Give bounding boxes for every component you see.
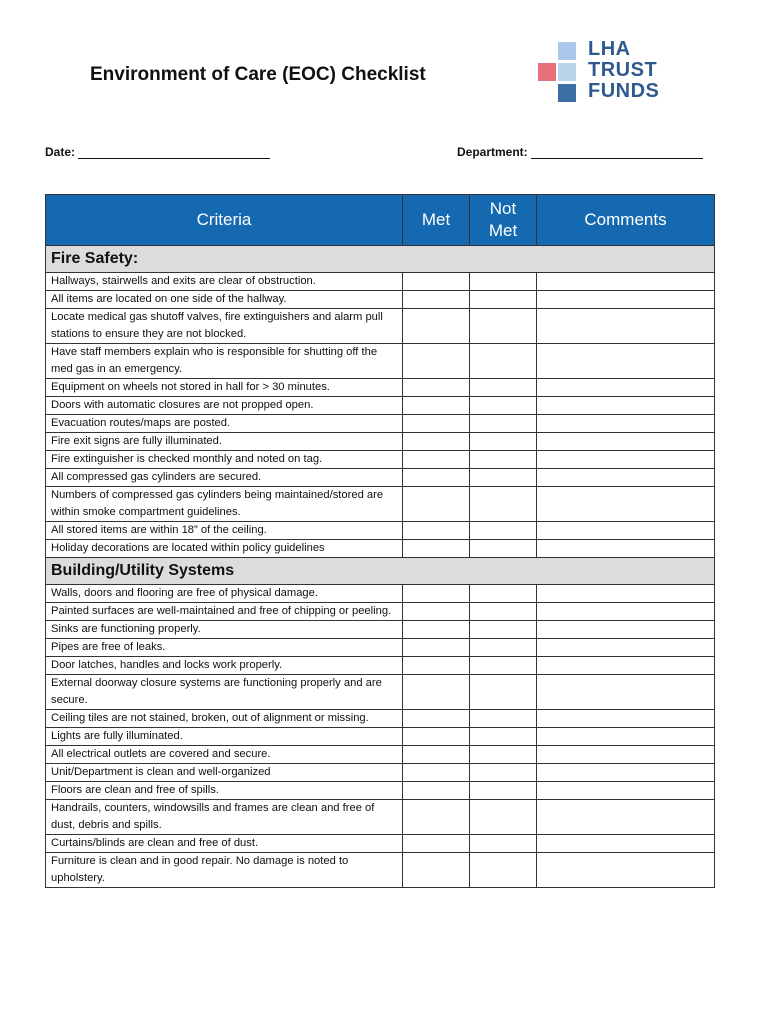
comments-cell[interactable]: [537, 800, 715, 835]
table-row: [46, 397, 715, 415]
not-met-cell[interactable]: [470, 782, 537, 800]
met-cell[interactable]: [403, 800, 470, 835]
not-met-cell[interactable]: [470, 540, 537, 558]
table-row: [46, 433, 715, 451]
criteria-column-header: Criteria: [46, 195, 403, 246]
criteria-cell: All items are located on one side of the hallway.: [46, 291, 403, 309]
table-row: [46, 782, 715, 800]
table-row: [46, 621, 715, 639]
comments-cell[interactable]: [537, 585, 715, 603]
not-met-cell[interactable]: [470, 397, 537, 415]
met-cell[interactable]: [403, 344, 470, 379]
comments-cell[interactable]: [537, 657, 715, 675]
table-row: [46, 273, 715, 291]
criteria-cell: Walls, doors and flooring are free of physical damage.: [46, 585, 403, 603]
comments-cell[interactable]: [537, 746, 715, 764]
not-met-cell[interactable]: [470, 415, 537, 433]
met-cell[interactable]: [403, 273, 470, 291]
met-cell[interactable]: [403, 639, 470, 657]
criteria-cell: Painted surfaces are well-maintained and free of chipping or peeling.: [46, 603, 403, 621]
table-row: [46, 585, 715, 603]
section-title: Fire Safety:: [46, 246, 715, 273]
comments-cell[interactable]: [537, 273, 715, 291]
criteria-cell: Fire exit signs are fully illuminated.: [46, 433, 403, 451]
met-cell[interactable]: [403, 675, 470, 710]
table-row: [46, 639, 715, 657]
table-row: [46, 710, 715, 728]
met-cell[interactable]: [403, 433, 470, 451]
criteria-cell: Equipment on wheels not stored in hall for > 30 minutes.: [46, 379, 403, 397]
not-met-cell[interactable]: [470, 309, 537, 344]
date-field[interactable]: [45, 145, 270, 159]
table-row: [46, 728, 715, 746]
department-field[interactable]: [457, 145, 703, 159]
met-cell[interactable]: [403, 379, 470, 397]
comments-cell[interactable]: [537, 782, 715, 800]
criteria-cell: Door latches, handles and locks work properly.: [46, 657, 403, 675]
section-header-row: [46, 246, 715, 273]
met-cell[interactable]: [403, 782, 470, 800]
criteria-cell: Lights are fully illuminated.: [46, 728, 403, 746]
comments-cell[interactable]: [537, 522, 715, 540]
criteria-cell: All electrical outlets are covered and secure.: [46, 746, 403, 764]
table-row: [46, 603, 715, 621]
met-cell[interactable]: [403, 728, 470, 746]
met-cell[interactable]: [403, 469, 470, 487]
table-row: [46, 853, 715, 888]
comments-cell[interactable]: [537, 540, 715, 558]
criteria-cell: Unit/Department is clean and well-organized: [46, 764, 403, 782]
not-met-cell[interactable]: [470, 800, 537, 835]
table-row: [46, 800, 715, 835]
comments-cell[interactable]: [537, 415, 715, 433]
met-cell[interactable]: [403, 603, 470, 621]
logo-square-icon: [538, 63, 556, 81]
comments-column-header: Comments: [537, 195, 715, 246]
page-title: Environment of Care (EOC) Checklist: [90, 64, 426, 85]
criteria-cell: Pipes are free of leaks.: [46, 639, 403, 657]
criteria-cell: Sinks are functioning properly.: [46, 621, 403, 639]
table-row: [46, 379, 715, 397]
comments-cell[interactable]: [537, 397, 715, 415]
criteria-cell: Curtains/blinds are clean and free of dust.: [46, 835, 403, 853]
comments-cell[interactable]: [537, 433, 715, 451]
table-row: [46, 675, 715, 710]
met-cell[interactable]: [403, 764, 470, 782]
met-cell[interactable]: [403, 853, 470, 888]
comments-cell[interactable]: [537, 603, 715, 621]
table-row: [46, 469, 715, 487]
comments-cell[interactable]: [537, 469, 715, 487]
met-column-header: Met: [403, 195, 470, 246]
comments-cell[interactable]: [537, 621, 715, 639]
not-met-cell[interactable]: [470, 344, 537, 379]
date-label: Date:: [45, 145, 76, 159]
criteria-cell: Have staff members explain who is responsible for shutting off the med gas in an emergency.: [46, 344, 403, 379]
met-cell[interactable]: [403, 397, 470, 415]
criteria-cell: External doorway closure systems are functioning properly and are secure.: [46, 675, 403, 710]
comments-cell[interactable]: [537, 728, 715, 746]
criteria-cell: Floors are clean and free of spills.: [46, 782, 403, 800]
not-met-cell[interactable]: [470, 657, 537, 675]
not-met-cell[interactable]: [470, 469, 537, 487]
logo-text: [588, 39, 659, 102]
comments-cell[interactable]: [537, 675, 715, 710]
comments-cell[interactable]: [537, 487, 715, 522]
criteria-cell: Locate medical gas shutoff valves, fire extinguishers and alarm pull stations to ensure they are not blocked.: [46, 309, 403, 344]
comments-cell[interactable]: [537, 764, 715, 782]
not-met-cell[interactable]: [470, 451, 537, 469]
not-met-cell[interactable]: [470, 746, 537, 764]
department-label: Department:: [457, 145, 528, 159]
met-cell[interactable]: [403, 415, 470, 433]
not-met-cell[interactable]: [470, 291, 537, 309]
comments-cell[interactable]: [537, 639, 715, 657]
criteria-cell: Handrails, counters, windowsills and frames are clean and free of dust, debris and spills.: [46, 800, 403, 835]
table-row: [46, 344, 715, 379]
criteria-cell: Fire extinguisher is checked monthly and noted on tag.: [46, 451, 403, 469]
met-cell[interactable]: [403, 309, 470, 344]
not-met-cell[interactable]: [470, 639, 537, 657]
comments-cell[interactable]: [537, 379, 715, 397]
not-met-cell[interactable]: [470, 487, 537, 522]
criteria-cell: All stored items are within 18” of the ceiling.: [46, 522, 403, 540]
comments-cell[interactable]: [537, 853, 715, 888]
comments-cell[interactable]: [537, 309, 715, 344]
criteria-cell: Hallways, stairwells and exits are clear of obstruction.: [46, 273, 403, 291]
met-cell[interactable]: [403, 621, 470, 639]
table-row: [46, 746, 715, 764]
section-title: Building/Utility Systems: [46, 558, 715, 585]
not-met-cell[interactable]: [470, 853, 537, 888]
table-row: [46, 487, 715, 522]
criteria-cell: Ceiling tiles are not stained, broken, out of alignment or missing.: [46, 710, 403, 728]
met-cell[interactable]: [403, 585, 470, 603]
met-cell[interactable]: [403, 746, 470, 764]
table-row: [46, 415, 715, 433]
criteria-cell: Numbers of compressed gas cylinders being maintained/stored are within smoke compartment guidelines.: [46, 487, 403, 522]
criteria-cell: All compressed gas cylinders are secured.: [46, 469, 403, 487]
not-met-cell[interactable]: [470, 764, 537, 782]
comments-cell[interactable]: [537, 291, 715, 309]
not-met-cell[interactable]: [470, 728, 537, 746]
not-met-column-header: Not Met: [470, 195, 537, 246]
logo-line: LHA: [588, 38, 631, 60]
table-row: [46, 657, 715, 675]
not-met-cell[interactable]: [470, 585, 537, 603]
met-cell[interactable]: [403, 487, 470, 522]
not-met-cell[interactable]: [470, 273, 537, 291]
not-met-cell[interactable]: [470, 603, 537, 621]
table-header-row: [46, 195, 715, 246]
not-met-cell[interactable]: [470, 522, 537, 540]
table-row: [46, 835, 715, 853]
logo-line: TRUST: [588, 59, 658, 81]
checklist-body: [46, 246, 715, 888]
table-row: [46, 291, 715, 309]
lha-trust-funds-logo: [538, 38, 688, 104]
not-met-cell[interactable]: [470, 621, 537, 639]
logo-square-icon: [558, 42, 576, 60]
not-met-cell[interactable]: [470, 379, 537, 397]
criteria-cell: Evacuation routes/maps are posted.: [46, 415, 403, 433]
comments-cell[interactable]: [537, 451, 715, 469]
logo-square-icon: [558, 63, 576, 81]
met-cell[interactable]: [403, 540, 470, 558]
date-blank-line[interactable]: [78, 146, 270, 159]
met-cell[interactable]: [403, 657, 470, 675]
comments-cell[interactable]: [537, 710, 715, 728]
logo-square-icon: [558, 84, 576, 102]
department-blank-line[interactable]: [531, 146, 703, 159]
met-cell[interactable]: [403, 291, 470, 309]
section-header-row: [46, 558, 715, 585]
table-row: [46, 451, 715, 469]
met-cell[interactable]: [403, 710, 470, 728]
comments-cell[interactable]: [537, 835, 715, 853]
met-cell[interactable]: [403, 522, 470, 540]
criteria-cell: Furniture is clean and in good repair. No damage is noted to upholstery.: [46, 853, 403, 888]
met-cell[interactable]: [403, 835, 470, 853]
comments-cell[interactable]: [537, 344, 715, 379]
table-row: [46, 764, 715, 782]
table-row: [46, 540, 715, 558]
eoc-checklist-table: [45, 194, 715, 888]
not-met-cell[interactable]: [470, 835, 537, 853]
not-met-cell[interactable]: [470, 675, 537, 710]
criteria-cell: Doors with automatic closures are not propped open.: [46, 397, 403, 415]
met-cell[interactable]: [403, 451, 470, 469]
table-row: [46, 522, 715, 540]
not-met-cell[interactable]: [470, 710, 537, 728]
table-row: [46, 309, 715, 344]
not-met-cell[interactable]: [470, 433, 537, 451]
criteria-cell: Holiday decorations are located within policy guidelines: [46, 540, 403, 558]
logo-line: FUNDS: [588, 80, 660, 102]
